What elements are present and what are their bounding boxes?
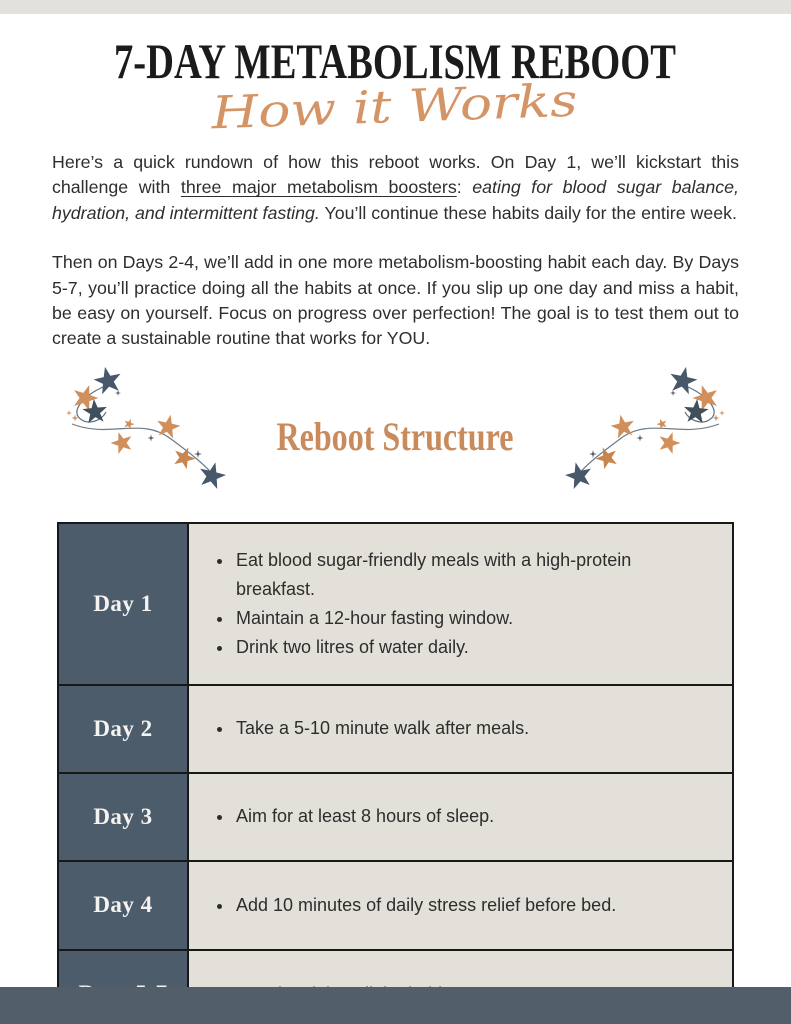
habit-item: • Take a 5-10 minute walk after meals. (234, 714, 708, 743)
day-cell: Day 3 (58, 773, 188, 861)
intro-p1-rest: You’ll continue these habits daily for the entire week. (319, 202, 737, 223)
habit-list (207, 714, 708, 743)
page-subtitle: How it Works (210, 75, 521, 140)
intro-section (52, 150, 739, 352)
habits-cell (188, 773, 733, 861)
habit-list (207, 546, 708, 662)
day-cell: Day 2 (58, 685, 188, 773)
schedule-table (57, 522, 734, 1024)
footer-bar (0, 987, 791, 1024)
page-header (0, 14, 791, 146)
day-cell: Day 1 (58, 523, 188, 685)
habit-item: • Add 10 minutes of daily stress relief before bed. (234, 891, 708, 920)
section-heading: Reboot Structure (276, 413, 514, 459)
page-title: 7-DAY METABOLISM REBOOT (114, 33, 676, 89)
top-strip (0, 0, 791, 14)
intro-paragraph-2: Then on Days 2-4, we’ll add in one more metabolism-boosting habit each day. By Days 5-7, you’ll practice doing all the habits at once. If you slip up one day and miss a habit, be easy on yourself. Focus on progress over perfection! The goal is to test them out to create a sustainable routine that works for YOU. (52, 252, 739, 349)
table-row-day1 (58, 523, 733, 685)
habit-item: • Aim for at least 8 hours of sleep. (234, 802, 708, 831)
table-row-day2 (58, 685, 733, 773)
underlined-phrase: three major metabolism boosters (180, 177, 457, 198)
section-heading-wrap (0, 400, 791, 460)
habits-cell (188, 861, 733, 950)
italic-phrase: eating for blood sugar balance, hydration, and intermittent fasting. (52, 177, 739, 223)
habit-item: • Maintain a 12-hour fasting window. (234, 604, 708, 633)
habit-item: • Drink two litres of water daily. (234, 633, 708, 662)
habits-cell (188, 523, 733, 685)
table-row-day3 (58, 773, 733, 861)
day-cell: Day 4 (58, 861, 188, 950)
reboot-structure-section (0, 360, 791, 500)
table-row-day4 (58, 861, 733, 950)
habits-cell (188, 685, 733, 773)
habit-list (207, 891, 708, 920)
habit-item: • Eat blood sugar-friendly meals with a high-protein breakfast. (234, 546, 708, 604)
intro-p1-text: Here’s a quick rundown of how this reboot works. On Day 1, we’ll kickstart this challenge with (52, 152, 739, 198)
habit-list (207, 802, 708, 831)
intro-p1-colon: : (456, 177, 473, 198)
intro-paragraph-1 (52, 150, 739, 226)
